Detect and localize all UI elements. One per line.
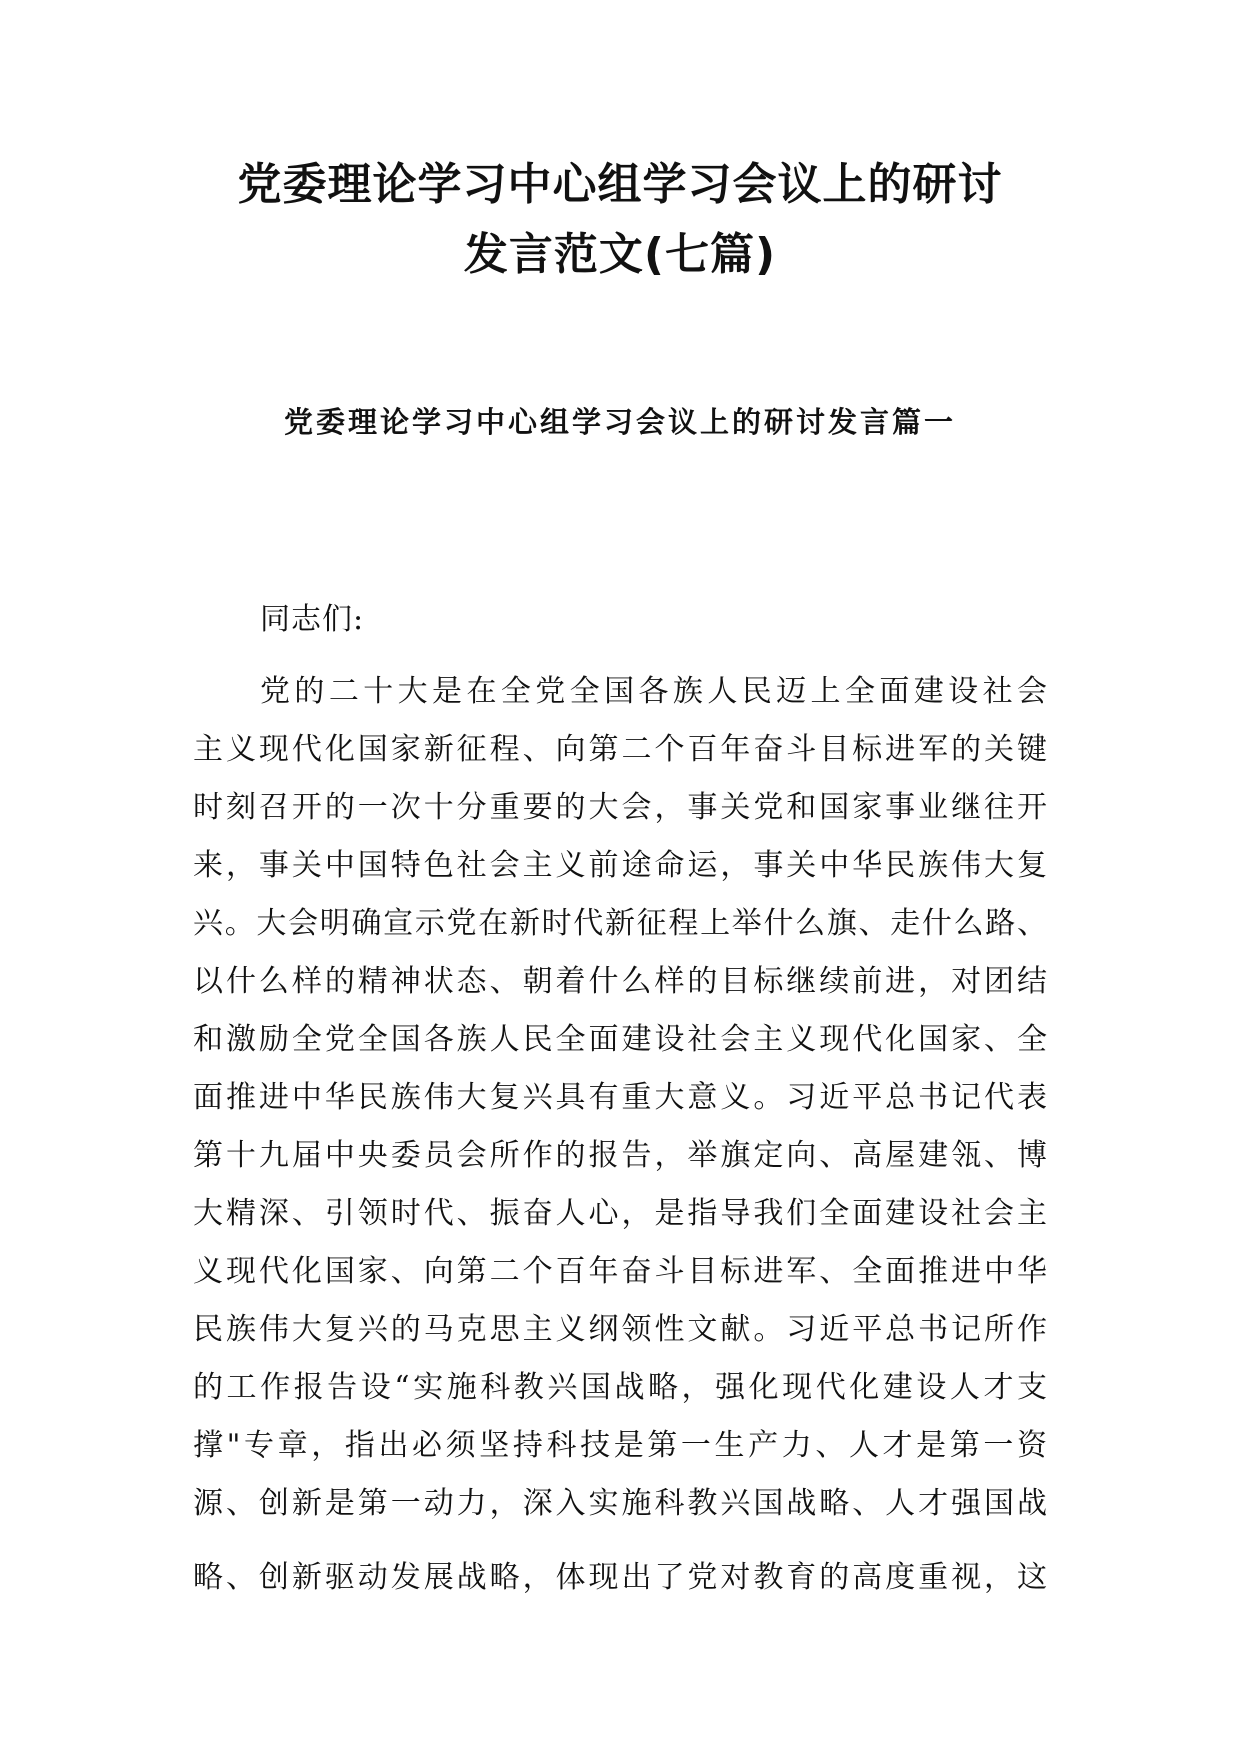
salutation: 同志们:	[260, 602, 365, 637]
paragraph-line: 以什么样的精神状态、朝着什么样的目标继续前进，对团结	[193, 964, 1047, 999]
paragraph-line: 撑"专章，指出必须坚持科技是第一生产力、人才是第一资	[193, 1428, 1047, 1463]
paragraph-line: 兴。大会明确宣示党在新时代新征程上举什么旗、走什么路、	[193, 906, 1047, 941]
title-line-1: 党委理论学习中心组学习会议上的研讨	[237, 159, 1003, 210]
paragraph-line: 源、创新是第一动力，深入实施科教兴国战略、人才强国战	[193, 1486, 1047, 1521]
body-paragraph	[193, 663, 1047, 1607]
paragraph-line: 的工作报告设“实施科教兴国战略，强化现代化建设人才支	[193, 1370, 1047, 1405]
paragraph-line: 主义现代化国家新征程、向第二个百年奋斗目标进军的关键	[193, 732, 1047, 767]
section-heading: 党委理论学习中心组学习会议上的研讨发言篇一	[283, 405, 956, 439]
title-line-2: 发言范文(七篇)	[463, 229, 777, 280]
paragraph-line: 党的二十大是在全党全国各族人民迈上全面建设社会	[260, 674, 1047, 709]
paragraph-line: 大精深、引领时代、振奋人心，是指导我们全面建设社会主	[193, 1196, 1047, 1231]
paragraph-line: 面推进中华民族伟大复兴具有重大意义。习近平总书记代表	[193, 1080, 1047, 1115]
paragraph-line: 民族伟大复兴的马克思主义纲领性文献。习近平总书记所作	[193, 1312, 1047, 1347]
paragraph-line: 义现代化国家、向第二个百年奋斗目标进军、全面推进中华	[193, 1254, 1047, 1289]
paragraph-line: 和激励全党全国各族人民全面建设社会主义现代化国家、全	[193, 1022, 1047, 1057]
paragraph-line: 略、创新驱动发展战略，体现出了党对教育的高度重视，这	[193, 1560, 1047, 1595]
paragraph-line: 第十九届中央委员会所作的报告，举旗定向、高屋建瓴、博	[193, 1138, 1047, 1173]
document-title	[0, 150, 1240, 290]
paragraph-line: 时刻召开的一次十分重要的大会，事关党和国家事业继往开	[193, 790, 1047, 825]
paragraph-line: 来，事关中国特色社会主义前途命运，事关中华民族伟大复	[193, 848, 1047, 883]
